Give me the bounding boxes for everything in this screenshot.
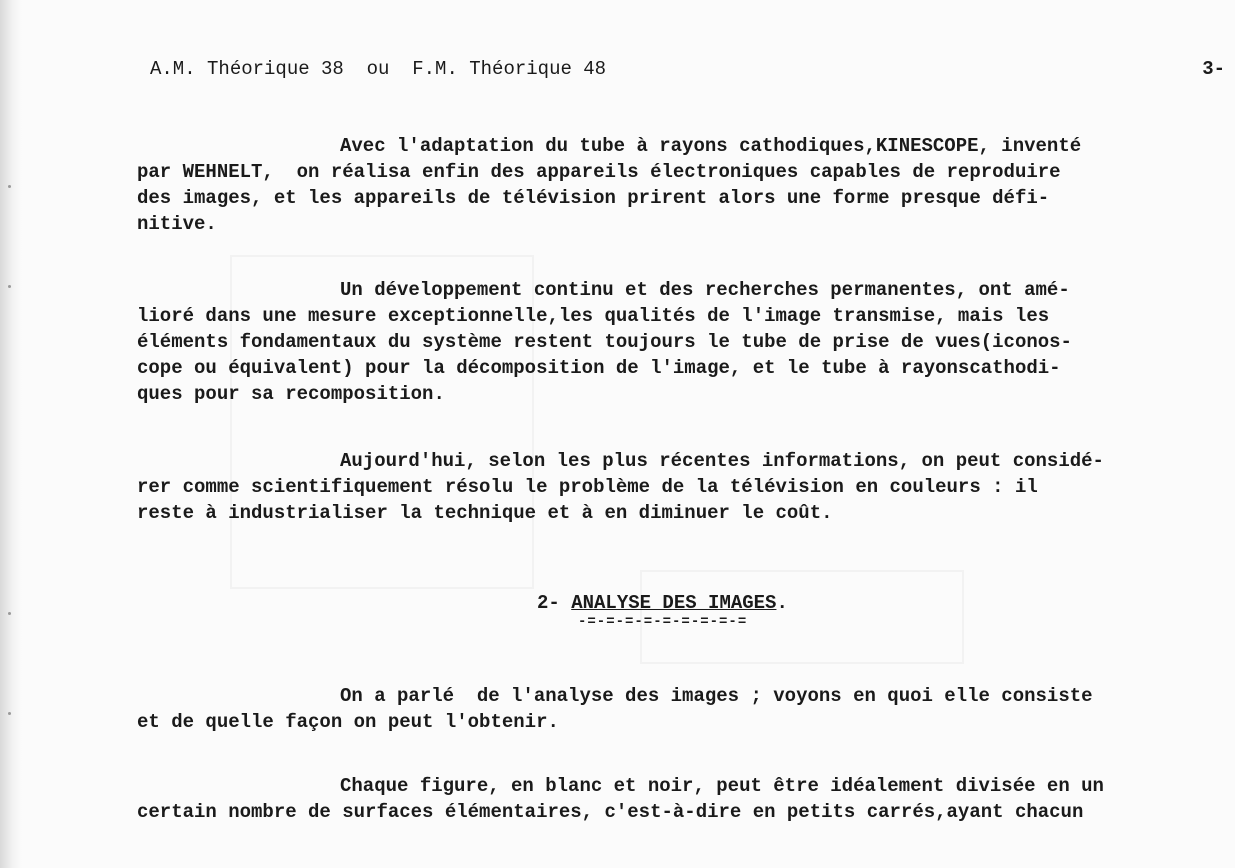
paragraph-line: nitive. [137, 213, 217, 235]
paragraph-kinescope [137, 133, 1227, 237]
paragraph-line: et de quelle façon on peut l'obtenir. [137, 711, 559, 733]
paragraph-line: On a parlé de l'analyse des images ; voyons en quoi elle consiste [340, 685, 1093, 707]
paragraph-each-figure [137, 773, 1227, 825]
paragraph-line: par WEHNELT, on réalisa enfin des appareils électroniques capables de reproduire [137, 161, 1061, 183]
paragraph-analysis-intro [137, 683, 1227, 735]
paragraph-line: cope ou équivalent) pour la décomposition de l'image, et le tube à rayonscathodi- [137, 357, 1061, 379]
paragraph-line: rer comme scientifiquement résolu le problème de la télévision en couleurs : il [137, 476, 1038, 498]
header-title: A.M. Théorique 38 ou F.M. Théorique 48 [150, 58, 607, 80]
section-title-text: ANALYSE DES IMAGES [571, 592, 777, 614]
paragraph-line: éléments fondamentaux du système restent toujours le tube de prise de vues(iconos- [137, 331, 1072, 353]
paragraph-line: reste à industrialiser la technique et à en diminuer le coût. [137, 502, 833, 524]
paragraph-line: certain nombre de surfaces élémentaires, c'est-à-dire en petits carrés,ayant chacun [137, 801, 1084, 823]
section-number: 2- [537, 592, 560, 614]
section-underline-decoration: -=-=-=-=-=-=-=-=-= [578, 614, 748, 630]
paragraph-line: des images, et les appareils de télévision prirent alors une forme presque défi- [137, 187, 1050, 209]
page-number: 3- [1202, 58, 1225, 80]
paragraph-line: Aujourd'hui, selon les plus récentes informations, on peut considé- [340, 450, 1104, 472]
section-title-period: . [776, 592, 788, 614]
scan-left-edge [0, 0, 22, 868]
paragraph-line: lioré dans une mesure exceptionnelle,les qualités de l'image transmise, mais les [137, 305, 1050, 327]
paragraph-line: Avec l'adaptation du tube à rayons cathodiques,KINESCOPE, inventé [340, 135, 1082, 157]
paragraph-today [137, 448, 1227, 526]
section-heading [537, 592, 788, 614]
margin-mark [8, 712, 11, 715]
margin-mark [8, 612, 11, 615]
margin-mark [8, 185, 11, 188]
paragraph-development [137, 277, 1227, 407]
paragraph-line: Un développement continu et des recherches permanentes, ont amé- [340, 279, 1070, 301]
margin-mark [8, 285, 11, 288]
paragraph-line: Chaque figure, en blanc et noir, peut être idéalement divisée en un [340, 775, 1104, 797]
page-header [150, 58, 1225, 80]
paragraph-line: ques pour sa recomposition. [137, 383, 445, 405]
